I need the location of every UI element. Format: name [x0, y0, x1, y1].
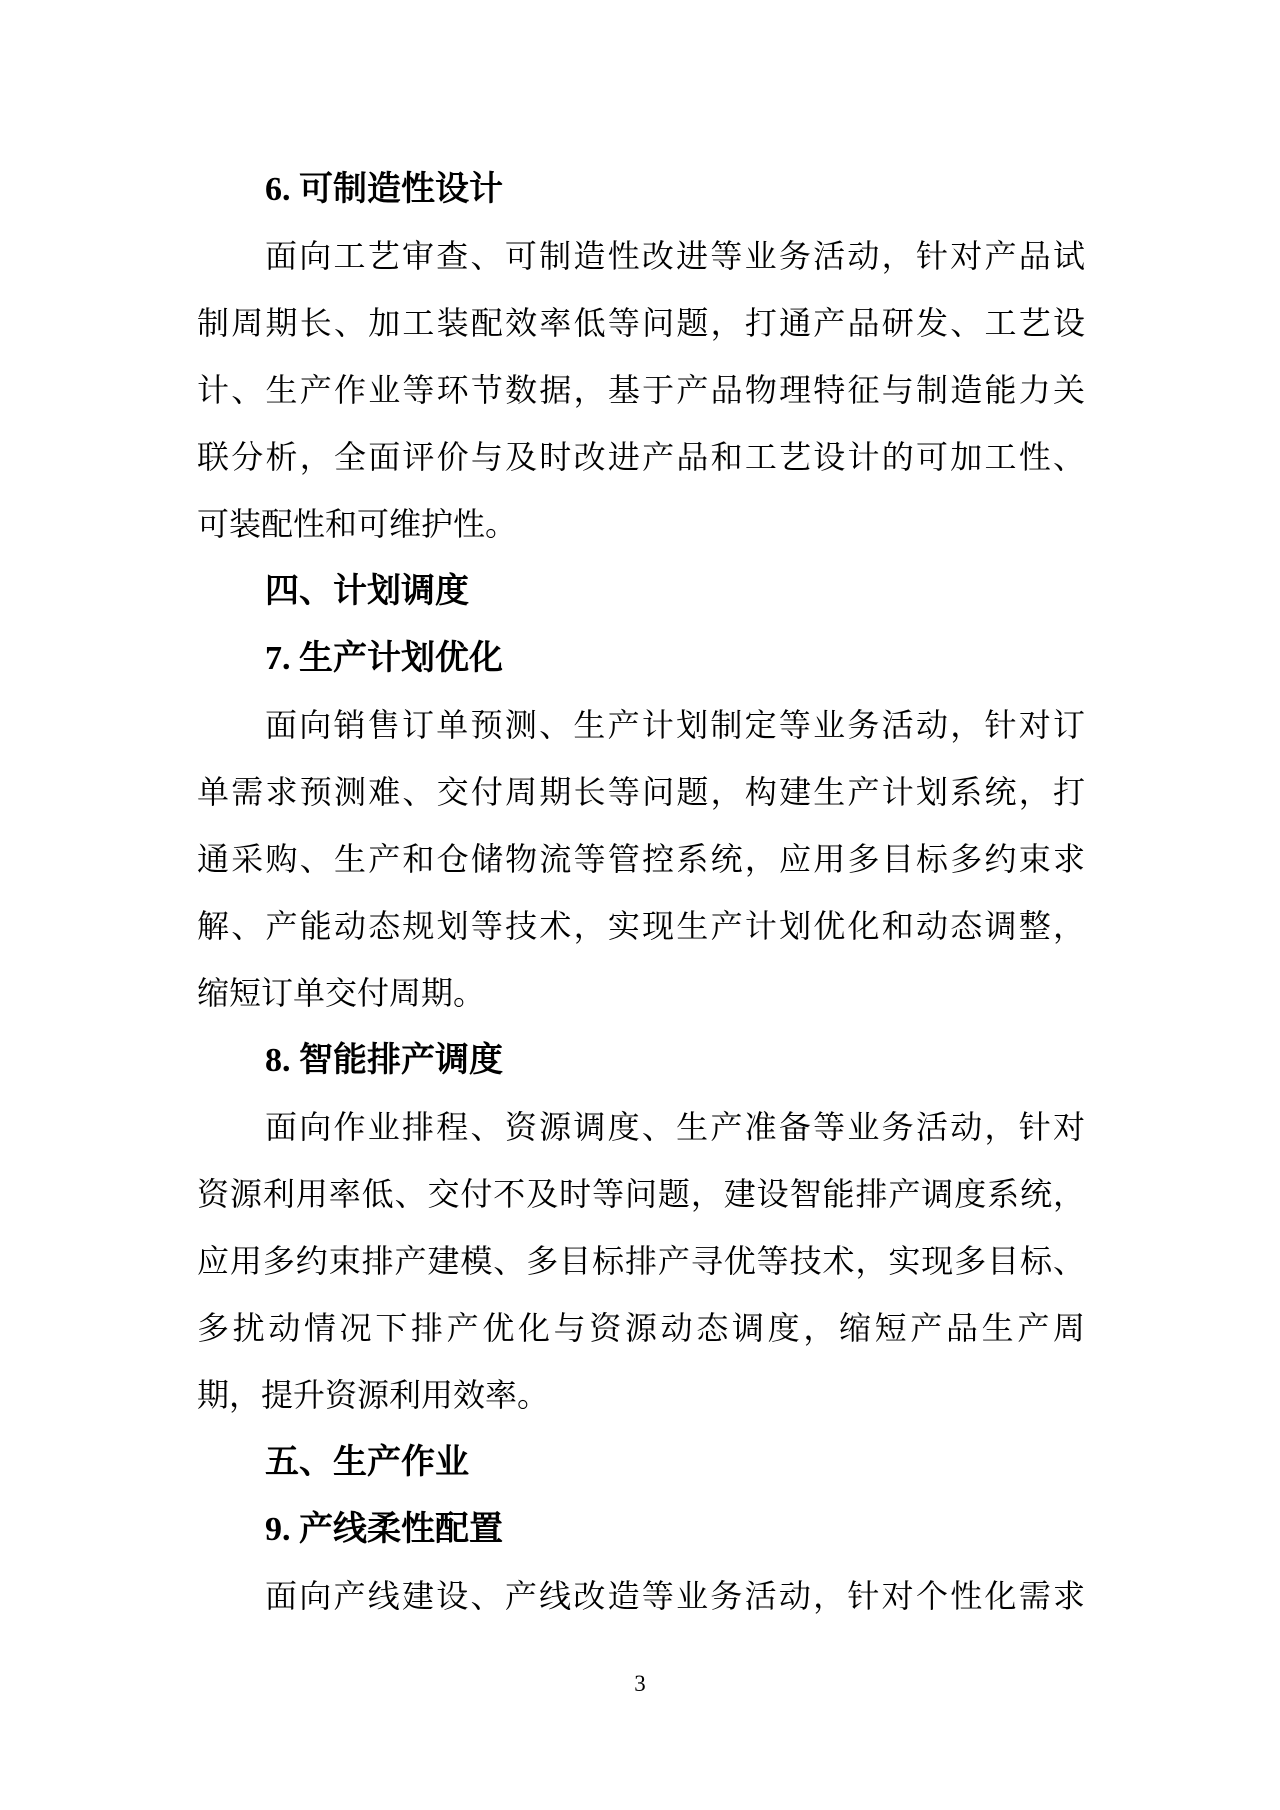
- paragraph-line: 多扰动情况下排产优化与资源动态调度，缩短产品生产周: [197, 1310, 1085, 1346]
- item-heading-7: 7. 生产计划优化: [265, 640, 503, 677]
- paragraph-line: 通采购、生产和仓储物流等管控系统，应用多目标多约束求: [197, 841, 1085, 877]
- item-heading-6: 6. 可制造性设计: [265, 171, 503, 208]
- paragraph-line: 可装配性和可维护性。: [197, 506, 518, 542]
- item-heading-9: 9. 产线柔性配置: [265, 1511, 503, 1548]
- paragraph-line: 计、生产作业等环节数据，基于产品物理特征与制造能力关: [197, 372, 1085, 408]
- paragraph-line: 单需求预测难、交付周期长等问题，构建生产计划系统，打: [197, 774, 1085, 810]
- page-number: 3: [634, 1671, 646, 1696]
- section-heading-4: 四、计划调度: [265, 572, 469, 610]
- paragraph-line: 制周期长、加工装配效率低等问题，打通产品研发、工艺设: [197, 305, 1085, 341]
- paragraph-line: 应用多约束排产建模、多目标排产寻优等技术，实现多目标、: [197, 1243, 1085, 1279]
- item-heading-8: 8. 智能排产调度: [265, 1042, 503, 1079]
- paragraph-line: 联分析，全面评价与及时改进产品和工艺设计的可加工性、: [197, 439, 1085, 475]
- paragraph-line: 面向销售订单预测、生产计划制定等业务活动，针对订: [265, 707, 1085, 743]
- paragraph-line: 面向作业排程、资源调度、生产准备等业务活动，针对: [265, 1109, 1085, 1145]
- paragraph-line: 解、产能动态规划等技术，实现生产计划优化和动态调整，: [197, 908, 1085, 944]
- paragraph-line: 面向产线建设、产线改造等业务活动，针对个性化需求: [265, 1578, 1085, 1614]
- paragraph-line: 期，提升资源利用效率。: [197, 1377, 550, 1413]
- document-text-block: [197, 156, 1085, 1630]
- paragraph-line: 缩短订单交付周期。: [197, 975, 486, 1011]
- paragraph-line: 资源利用率低、交付不及时等问题，建设智能排产调度系统，: [197, 1176, 1085, 1212]
- section-heading-5: 五、生产作业: [265, 1443, 469, 1481]
- paragraph-line: 面向工艺审查、可制造性改进等业务活动，针对产品试: [265, 238, 1085, 274]
